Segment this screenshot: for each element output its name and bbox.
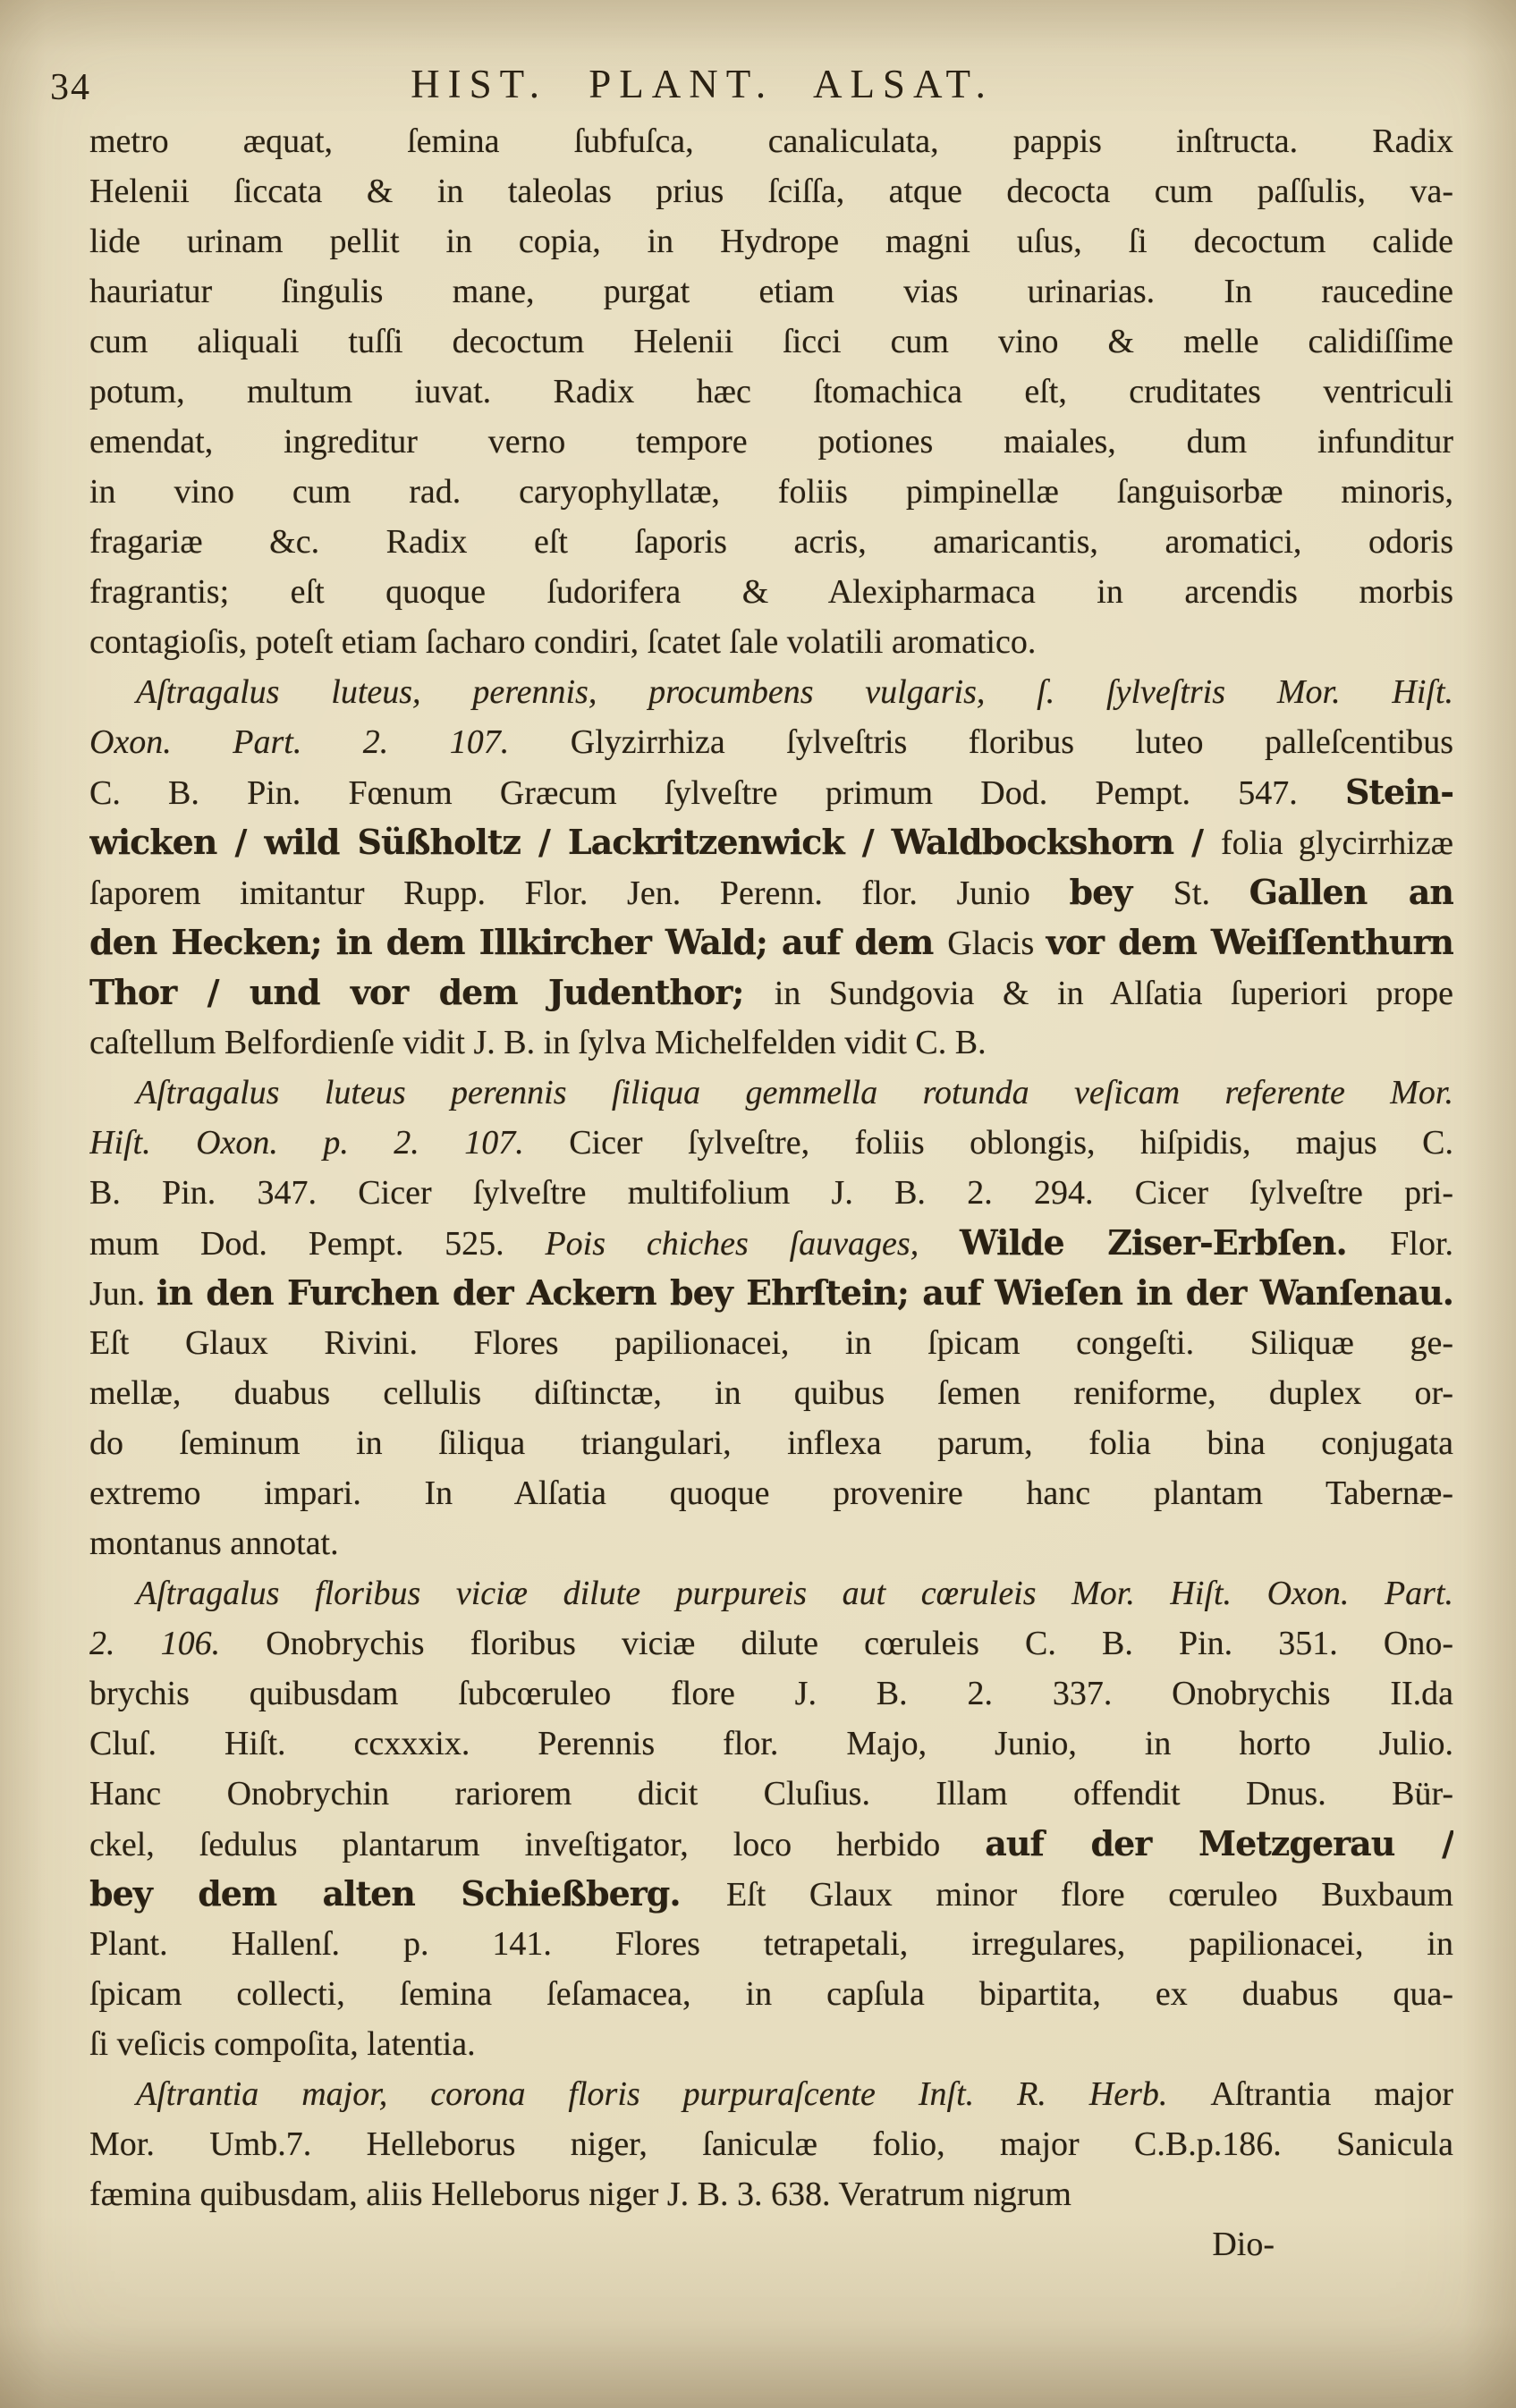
text-run-roman: Jun. — [89, 1275, 157, 1313]
text-run-fraktur: auf der Metzgerau / — [985, 1823, 1453, 1863]
text-run-roman: Cicer ſylveſtre, foliis oblongis, hiſpidis, majus C. — [569, 1124, 1453, 1162]
text-run-fraktur: wicken / wild Süßholtz / Lackritzenwick / Waldbockshorn / — [89, 822, 1221, 862]
text-line — [89, 1869, 1453, 1919]
text-line — [89, 1368, 1453, 1418]
text-line — [89, 1769, 1453, 1819]
text-run-fraktur: Gallen an — [1249, 872, 1453, 912]
text-line — [89, 1969, 1453, 2019]
text-line — [89, 867, 1453, 917]
text-line — [89, 417, 1453, 467]
text-line — [89, 1669, 1453, 1719]
text-run-roman: C. B. Pin. Fœnum Græcum ſylveſtre primum Dod. Pempt. 547. — [89, 774, 1345, 812]
text-run-italic: Aſtragalus floribus viciæ dilute purpureis aut cœruleis Mor. Hiſt. Oxon. Part. — [136, 1575, 1453, 1612]
text-line — [89, 1819, 1453, 1869]
text-run-roman: hauriatur ſingulis mane, purgat etiam vias urinarias. In raucedine — [89, 273, 1453, 310]
text-line — [89, 1418, 1453, 1468]
text-line — [89, 1168, 1453, 1218]
text-run-fraktur: in den Furchen der Ackern bey Ehrſtein; auf Wieſen in der Wanſenau. — [156, 1272, 1453, 1313]
text-line — [89, 667, 1453, 717]
text-line — [89, 467, 1453, 517]
text-run-roman: fragrantis; eſt quoque ſudorifera & Alexipharmaca in arcendis morbis — [89, 573, 1453, 611]
text-run-roman: B. Pin. 347. Cicer ſylveſtre multifolium J. B. 2. 294. Cicer ſylveſtre pri- — [89, 1174, 1453, 1212]
text-run-roman: fragariæ &c. Radix eſt ſaporis acris, amaricantis, aromatici, odoris — [89, 523, 1453, 561]
text-run-roman: Eſt Glaux Rivini. Flores papilionacei, in ſpicam congeſti. Siliquæ ge- — [89, 1324, 1453, 1362]
text-line — [89, 1468, 1453, 1518]
text-run-roman: Hanc Onobrychin rariorem dicit Cluſius. Illam offendit Dnus. Bür- — [89, 1775, 1453, 1812]
text-run-italic: Pois chiches ſauvages, — [545, 1225, 961, 1263]
text-run-roman: Helenii ſiccata & in taleolas prius ſciſſa, atque decocta cum paſſulis, va- — [89, 173, 1453, 210]
text-run-fraktur: bey — [1069, 872, 1173, 912]
text-run-roman: montanus annotat. — [89, 1525, 339, 1562]
text-line — [89, 1618, 1453, 1669]
text-run-roman: do ſeminum in ſiliqua triangulari, inflexa parum, folia bina conjugata — [89, 1424, 1453, 1462]
text-line — [89, 1268, 1453, 1318]
text-run-roman: cum aliquali tuſſi decoctum Helenii ſicci cum vino & melle calidiſſime — [89, 323, 1453, 360]
text-line — [89, 1318, 1453, 1368]
text-line — [89, 817, 1453, 867]
text-line — [89, 2069, 1453, 2119]
text-line — [89, 767, 1453, 817]
text-run-roman: emendat, ingreditur verno tempore potiones maiales, dum infunditur — [89, 423, 1453, 460]
text-run-roman: contagioſis, poteſt etiam ſacharo condiri, ſcatet ſale volatili aromatico. — [89, 623, 1037, 661]
text-line — [89, 1568, 1453, 1618]
running-title: HIST. PLANT. ALSAT. — [411, 62, 994, 106]
text-run-italic: Aſtragalus luteus, perennis, procumbens vulgaris, ſ. ſylveſtris Mor. Hiſt. — [136, 673, 1453, 711]
text-run-roman: St. — [1173, 874, 1249, 912]
text-run-fraktur: Thor / und vor dem Judenthor; — [89, 972, 775, 1012]
text-run-italic: Aſtrantia major, corona floris purpuraſcente Inſt. R. Herb. — [136, 2075, 1211, 2113]
text-run-roman: Glacis — [947, 925, 1046, 962]
text-line — [89, 517, 1453, 567]
text-line — [89, 567, 1453, 617]
text-run-roman: caſtellum Belfordienſe vidit J. B. in ſylva Michelfelden vidit C. B. — [89, 1024, 987, 1061]
text-run-fraktur: vor dem Weiſſenthurn — [1046, 922, 1453, 962]
text-run-fraktur: den Hecken; in dem Illkircher Wald; auf dem — [89, 922, 948, 962]
text-line — [89, 2119, 1453, 2169]
text-line — [89, 1719, 1453, 1769]
text-run-roman: in vino cum rad. caryophyllatæ, foliis pimpinellæ ſanguisorbæ minoris, — [89, 473, 1453, 511]
text-line — [89, 317, 1453, 367]
text-lines — [89, 116, 1453, 2219]
text-run-italic: Aſtragalus luteus perennis ſiliqua gemmella rotunda veſicam referente Mor. — [136, 1074, 1453, 1111]
text-line — [89, 1518, 1453, 1568]
text-run-roman: metro æquat, ſemina ſubfuſca, canaliculata, pappis inſtructa. Radix — [89, 123, 1453, 160]
text-run-roman: ſi veſicis compoſita, latentia. — [89, 2025, 476, 2063]
text-line — [89, 266, 1453, 317]
text-run-roman: lide urinam pellit in copia, in Hydrope magni uſus, ſi decoctum calide — [89, 223, 1453, 260]
text-run-roman: Plant. Hallenſ. p. 141. Flores tetrapetali, irregulares, papilionacei, in — [89, 1925, 1453, 1963]
text-line — [89, 1118, 1453, 1168]
text-run-roman: folia glycirrhizæ — [1221, 824, 1453, 862]
page-header — [0, 61, 1516, 123]
text-line — [89, 166, 1453, 216]
text-run-roman: potum, multum iuvat. Radix hæc ſtomachica eſt, cruditates ventriculi — [89, 373, 1453, 410]
text-line — [89, 617, 1453, 667]
text-block — [89, 116, 1453, 2269]
text-run-roman: mum Dod. Pempt. 525. — [89, 1225, 546, 1263]
text-run-fraktur: Wilde Ziser-Erbſen. — [960, 1222, 1391, 1263]
text-run-roman: Glyzirrhiza ſylveſtris floribus luteo palleſcentibus — [570, 723, 1453, 761]
text-run-fraktur: bey dem alten Schießberg. — [89, 1873, 726, 1914]
text-line — [89, 2169, 1453, 2219]
text-run-roman: fæmina quibusdam, aliis Helleborus niger J. B. 3. 638. Veratrum nigrum — [89, 2176, 1071, 2213]
text-run-fraktur: Stein- — [1344, 772, 1453, 812]
text-line — [89, 917, 1453, 967]
text-run-roman: Onobrychis floribus viciæ dilute cœruleis C. B. Pin. 351. Ono- — [266, 1625, 1453, 1662]
text-run-roman: Aſtrantia major — [1210, 2075, 1453, 2113]
text-run-italic: 2. 106. — [89, 1625, 267, 1662]
text-run-italic: Oxon. Part. 2. 107. — [89, 723, 571, 761]
text-run-roman: ckel, ſedulus plantarum inveſtigator, loco herbido — [89, 1826, 986, 1863]
text-line — [89, 367, 1453, 417]
text-run-roman: Eſt Glaux minor flore cœruleo Buxbaum — [725, 1876, 1453, 1914]
text-line — [89, 1018, 1453, 1068]
text-line — [89, 1218, 1453, 1268]
text-line — [89, 216, 1453, 266]
text-run-roman: mellæ, duabus cellulis diſtinctæ, in quibus ſemen reniforme, duplex or- — [89, 1374, 1453, 1412]
text-line — [89, 717, 1453, 767]
text-line — [89, 1919, 1453, 1969]
text-line — [89, 967, 1453, 1018]
text-run-italic: Hiſt. Oxon. p. 2. 107. — [89, 1124, 570, 1162]
text-run-roman: Cluſ. Hiſt. ccxxxix. Perennis flor. Majo, Junio, in horto Julio. — [89, 1725, 1453, 1762]
text-run-roman: brychis quibusdam ſubcœruleo flore J. B. 2. 337. Onobrychis II.da — [89, 1675, 1453, 1712]
text-run-roman: Flor. — [1390, 1225, 1453, 1263]
text-run-roman: in Sundgovia & in Alſatia ſuperiori prope — [774, 975, 1453, 1012]
text-run-roman: ſaporem imitantur Rupp. Flor. Jen. Perenn. flor. Junio — [89, 874, 1070, 912]
page-number: 34 — [50, 67, 91, 108]
text-line — [89, 1068, 1453, 1118]
text-run-roman: extremo impari. In Alſatia quoque provenire hanc plantam Tabernæ- — [89, 1474, 1453, 1512]
text-run-roman: Mor. Umb.7. Helleborus niger, ſaniculæ folio, major C.B.p.186. Sanicula — [89, 2125, 1453, 2163]
text-line — [89, 116, 1453, 166]
catchword: Dio- — [1212, 2226, 1275, 2263]
text-line — [89, 2019, 1453, 2069]
text-run-roman: ſpicam collecti, ſemina ſeſamacea, in capſula bipartita, ex duabus qua- — [89, 1975, 1453, 2013]
